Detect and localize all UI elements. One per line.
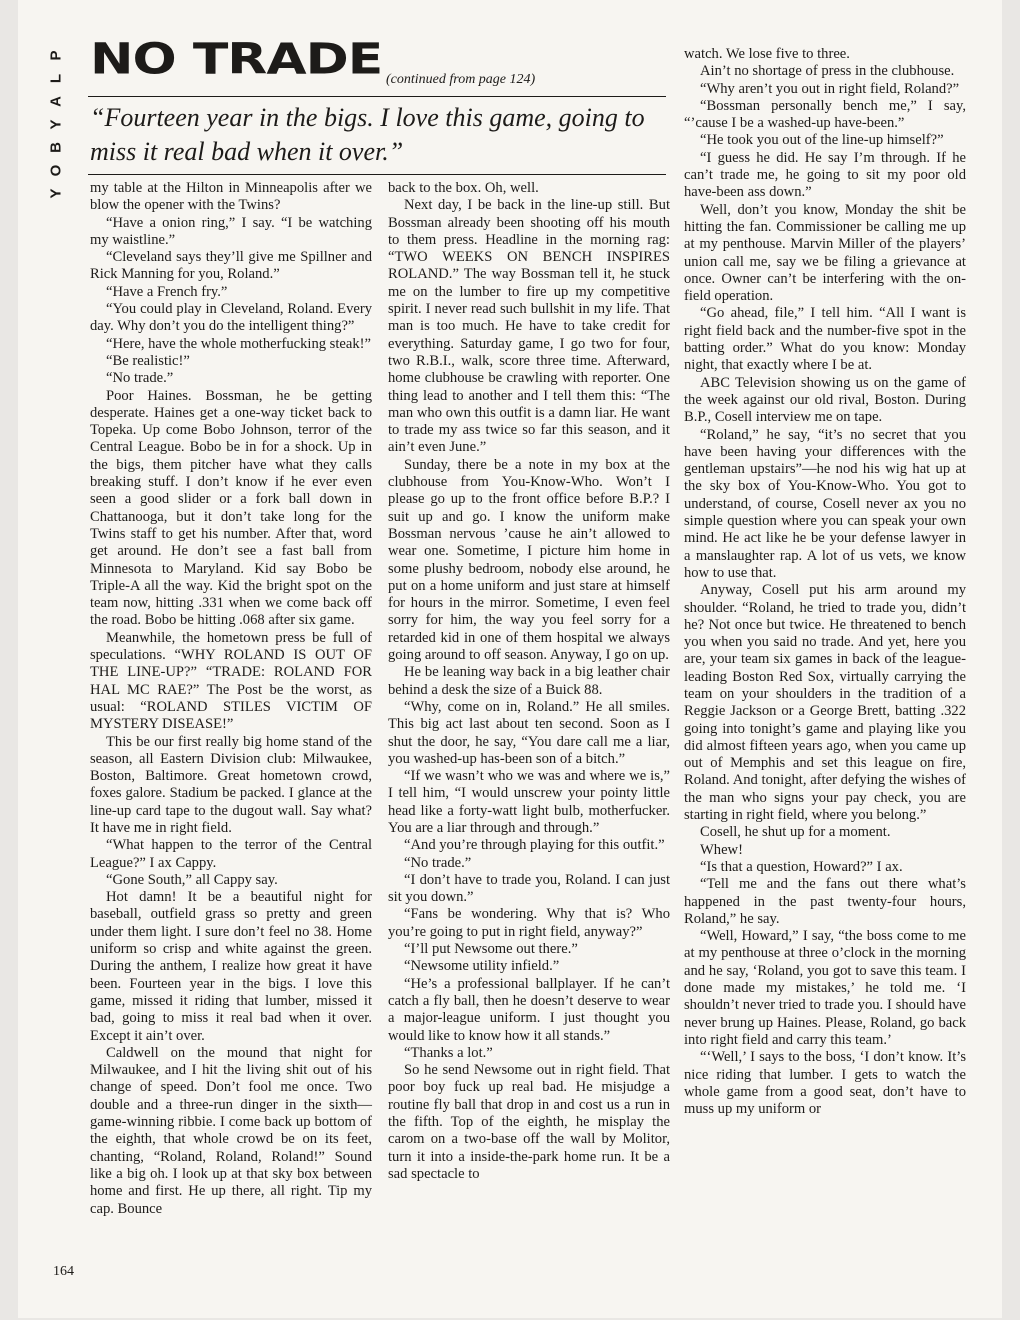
section-label-letter: B [47, 142, 65, 153]
section-label-letter: O [47, 164, 65, 177]
article-paragraph: “Gone South,” all Cappy say. [106, 871, 278, 888]
article-paragraph: “Roland,” he say, “it’s no secret that you have been having your differences with the gentleman upstairs”—he nod his wig hat up at the sky box of You-Know-Who. You got to understand, of course, Cosell never ax you no simple question where you can speak your own mind. He act like he be your defense lawyer in a manslaughter rap. A lot of us vets, we know how to use that. [684, 426, 966, 581]
headline: NO TRADE [90, 35, 383, 85]
magazine-page [18, 0, 1002, 1318]
article-paragraph: “What happen to the terror of the Central League?” I ax Cappy. [90, 837, 372, 871]
article-column-2 [388, 180, 670, 1183]
article-paragraph: “Go ahead, file,” I tell him. “All I want is right field back and the number-five spot in the batting order.” What do you know: Monday night, that exactly where I be at. [684, 305, 966, 374]
article-paragraph: “I guess he did. He say I’m through. If he can’t trade me, he going to sit my poor old have-been ass down.” [684, 149, 966, 201]
article-paragraph: watch. We lose five to three. [684, 46, 850, 62]
section-label-letter: L [47, 73, 65, 84]
article-paragraph: “Tell me and the fans out there what’s happened in the past twenty-four hours, Roland,” he say. [684, 876, 966, 927]
section-label-letter: Y [47, 188, 65, 199]
article-paragraph: “Fans be wondering. Why that is? Who you’re going to put in right field, anyway?” [388, 906, 670, 940]
article-paragraph: my table at the Hilton in Minneapolis after we blow the opener with the Twins? [90, 180, 372, 214]
article-paragraph: Poor Haines. Bossman, he be getting desperate. Haines get a one-way ticket back to Topeka. Up come Bobo Johnson, terror of the Central League. Bobo be in for a shock. Up in the bigs, them pitcher have what they calls breaking stuff. I don’t know if he ever even seen a good slider or a fork ball down in Chattanooga, but it don’t take long for the Twins staff to get his number. After that, word get around. He don’t see a fast ball from Minnesota to Maryland. Kid say Bobo be Triple-A all the way. Kid the bright spot on the team now, hitting .331 when we come back off the road. Bobo be hitting .068 after six game. [90, 387, 372, 629]
pull-quote: “Fourteen year in the bigs. I love this game, going to miss it real bad when it over.” [90, 103, 645, 166]
section-label [48, 44, 64, 205]
article-paragraph: “Bossman personally bench me,” I say, “’cause I be a washed-up have-been.” [684, 97, 966, 132]
article-paragraph: “And you’re through playing for this outfit.” [404, 837, 665, 854]
article-paragraph: “He took you out of the line-up himself?” [700, 132, 944, 149]
article-paragraph: “‘Well,’ I says to the boss, ‘I don’t know. It’s nice riding that lumber. I gets to watch the whole game from a good seat, don’t have to muss up my uniform or [684, 1049, 966, 1118]
article-paragraph: “Newsome utility infield.” [404, 958, 560, 975]
article-paragraph: “Is that a question, Howard?” I ax. [700, 858, 903, 875]
article-paragraph: Meanwhile, the hometown press be full of speculations. “WHY ROLAND IS OUT OF THE LINE-UP?” “TRADE: ROLAND FOR HAL MC RAE?” The Post be the worst, as usual: “ROLAND STILES VICTIM OF MYSTERY DISEASE!” [90, 629, 372, 733]
article-paragraph: “I don’t have to trade you, Roland. I can just sit you down.” [388, 871, 670, 906]
article-paragraph: “Here, have the whole motherfucking steak!” [106, 335, 372, 352]
article-paragraph: ABC Television showing us on the game of the week against our old rival, Boston. During B.P., Cosell interview me on tape. [684, 374, 966, 426]
article-paragraph: Whew! [700, 841, 743, 858]
article-column-3 [684, 46, 966, 1118]
article-paragraph: “Well, Howard,” I say, “the boss come to me at my penthouse at three o’clock in the morning and he say, ‘Roland, you got to save this team. I done made my mistakes,’ he told me. ‘I shouldn’t never tried to trade you. I should have never brung up Haines. Please, Roland, go back into right field and carry this team.’ [684, 928, 966, 1048]
section-label-letter: P [47, 50, 65, 61]
article-paragraph: Caldwell on the mound that night for Milwaukee, and I hit the living shit out of his change of speed. Don’t fool me once. Two double and a three-run dinger in the sixth—game-winning ribbie. I come back up bottom of the eighth, that whole crowd be on its feet, chanting, “Roland, Roland, Roland!” Sound like a big oh. I look up at that sky box between home and first. He up there, all right. Tip my cap. Bounce [90, 1044, 372, 1217]
article-paragraph: He be leaning way back in a big leather chair behind a desk the size of a Buick 88. [388, 664, 670, 698]
article-paragraph: Anyway, Cosell put his arm around my shoulder. “Roland, he tried to trade you, didn’t he? Not once but twice. He threatened to bench you when you said no trade. And yet, here you are, your team six games in back of the league-leading Boston Red Sox, virtually carrying the team on your shoulders in the tradition of a Reggie Jackson or a George Brett, batting .322 going into tonight’s game and playing like you did almost fifteen years ago, when you came up out of Memphis and set this league on fire, Roland. And tonight, after defying the wishes of the man who signs your pay check, you are starting in right field, where you belong.” [684, 582, 966, 824]
section-label-letter: Y [47, 119, 65, 130]
article-paragraph: “Why, come on in, Roland.” He all smiles. This big act last about ten second. Soon as I shut the door, he say, “You dare call me a liar, you washed-up has-been son of a bitch.” [388, 698, 670, 767]
article-paragraph: back to the box. Oh, well. [388, 180, 539, 196]
section-label-letter: A [47, 96, 65, 107]
top-rule [88, 96, 666, 97]
article-paragraph: “You could play in Cleveland, Roland. Every day. Why don’t you do the intelligent thing?” [90, 301, 372, 335]
article-paragraph: Sunday, there be a note in my box at the clubhouse from You-Know-Who. Won’t I please go up to the front office before B.P.? I suit up and go. I know the uniform make Bossman nervous ’cause he ain’t allowed to wear one. Sometime, I picture him home in some plushy bedroom, nobody else around, he put on a home uniform and just stare at himself for hours in the mirror. Sometime, I even feel sorry for him, the way you feel sorry for a retarded kid in one of them hospital we always going around to off season. Anyway, I go on up. [388, 456, 670, 664]
article-paragraph: So he send Newsome out in right field. That poor boy fuck up real bad. He misjudge a routine fly ball that drop in and cost us a run in the fifth. Top of the eighth, he misplay the carom on a two-base off the wall by Molitor, turn it into a inside-the-park home run. It be a sad spectacle to [388, 1062, 670, 1182]
page-number: 164 [53, 1264, 74, 1279]
continued-note: (continued from page 124) [386, 72, 536, 87]
article-paragraph: Cosell, he shut up for a moment. [700, 824, 891, 841]
article-paragraph: “Be realistic!” [106, 352, 190, 369]
article-column-1 [90, 180, 372, 1218]
article-paragraph: “No trade.” [106, 370, 174, 387]
article-paragraph: “Have a French fry.” [106, 283, 228, 300]
article-paragraph: Ain’t no shortage of press in the clubhouse. [700, 63, 955, 80]
article-paragraph: “If we wasn’t who we was and where we is,” I tell him, “I would unscrew your pointy little head like a forty-watt light bulb, motherfucker. You are a liar through and through.” [388, 768, 670, 836]
article-paragraph: Well, don’t you know, Monday the shit be hitting the fan. Commissioner be calling me up at my penthouse. Marvin Miller of the players’ union call me, say we be filing a grievance at once. Owner can’t be interfering with the on-field operation. [684, 201, 966, 305]
article-paragraph: “Why aren’t you out in right field, Roland?” [700, 80, 960, 97]
article-paragraph: “No trade.” [404, 854, 472, 871]
bottom-rule [88, 174, 666, 175]
article-paragraph: “He’s a professional ballplayer. If he can’t catch a fly ball, then he doesn’t deserve to wear a major-league uniform. I just thought you would like to know how it all stands.” [388, 975, 670, 1044]
article-paragraph: “I’ll put Newsome out there.” [404, 941, 578, 958]
article-paragraph: “Thanks a lot.” [404, 1044, 493, 1061]
article-paragraph: “Have a onion ring,” I say. “I be watching my waistline.” [90, 214, 372, 248]
article-paragraph: Next day, I be back in the line-up still. But Bossman already been shooting off his mouth to them press. Headline in the morning rag: “TWO WEEKS ON BENCH INSPIRES ROLAND.” The way Bossman tell it, he stuck me on the lumber to fire up my competitive spirit. I never read such bullshit in my life. That man is too much. He have to take credit for everything. Saturday game, I go two for four, two R.B.I., walk, score three time. Afterward, home clubhouse be crawling with reporter. One thing lead to another and I tell them this: “The man who own this outfit is a damn liar. He want to trade my ass twice so far this season, and it ain’t even June.” [388, 197, 670, 456]
article-paragraph: This be our first really big home stand of the season, all Eastern Division club: Milwaukee, Boston, Baltimore. Great hometown crowd, foxes galore. Stadium be packed. I glance at the line-up card tape to the dugout wall. Say what? It have me in right field. [90, 733, 372, 836]
article-paragraph: Hot damn! It be a beautiful night for baseball, outfield grass so pretty and green under them light. I sure don’t feel no 38. Home uniform so crisp and white against the green. During the anthem, I realize how great it have been. Fourteen year in the bigs. I love this game, missed it riding that lumber, missed it bad, going to miss it real bad when it over. Except it ain’t over. [90, 889, 372, 1044]
article-paragraph: “Cleveland says they’ll give me Spillner and Rick Manning for you, Roland.” [90, 249, 372, 283]
